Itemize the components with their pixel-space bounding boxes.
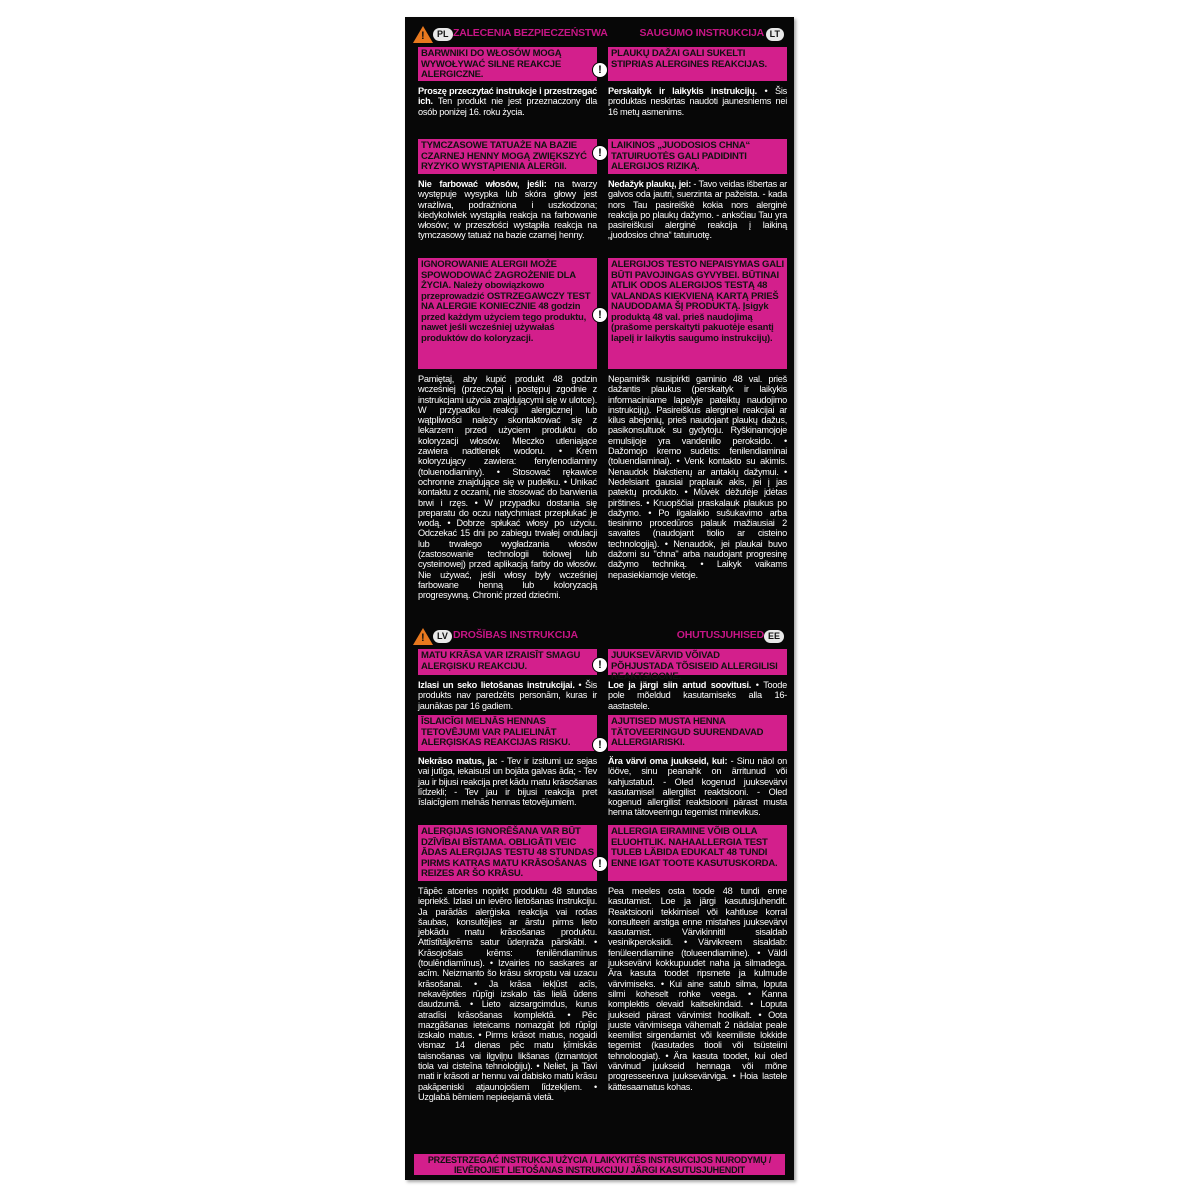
lv-language-badge: LV — [433, 630, 452, 643]
footer-instruction-banner — [414, 1154, 785, 1175]
lt-warning-2: LAIKINOS „JUODOSIOS CHNA“ TATUIRUOTĖS GALI PADIDINTI ALERGIJOS RIZIKĄ. — [608, 139, 787, 174]
lt-warning-3: ALERGIJOS TESTO NEPAISYMAS GALI BŪTI PAVOJINGAS GYVYBEI. BŪTINAI ATLIK ODOS ALERGIJOS TESTĄ 48 VALANDAS KIEKVIENĄ KARTĄ PRIEŠ NAUDODAMA ŠĮ PRODUKTĄ. Įsigyk produktą 48 val. prieš naudojimą (prašome perskaityti pakuotėje esantį lapelį ir laikytis saugumo instrukcijų). — [608, 258, 787, 369]
exclamation-icon: ! — [592, 657, 608, 673]
ee-warning-2: AJUTISED MUSTA HENNA TÄTOVEERINGUD SUURENDAVAD ALLERGIARISKI. — [608, 715, 787, 751]
pl-language-badge: PL — [433, 28, 453, 41]
lt-column — [608, 47, 787, 585]
pl-paragraph-3: Pamiętaj, aby kupić produkt 48 godzin wcześniej (przeczytaj i postępuj zgodnie z instrukcjami użycia znajdującymi się w ulotce). W przypadku reakcji alergicznej lub wątpliwości należy skontaktować się z lekarzem przed użyciem produktu do koloryzacji włosów. Mleczko utleniające zawiera nadtlenek wodoru. • Krem koloryzujący zawiera: fenylenodiaminy (toluenodiaminy). • Stosować rękawice ochronne znajdujące się w pudełku. • Unikać kontaktu z oczami, nie stosować do barwienia brwi i rzęs. • W przypadku dostania się preparatu do oczu natychmiast przepłukać je wodą. • Dobrze spłukać włosy po użyciu. Odczekać 15 dni po zabiegu trwałej ondulacji lub trwałego wygładzania włosów (zastosowanie technologii tiolowej lub cysteinowej) przed aplikacją farby do włosów. Nie używać, jeśli włosy były wcześniej farbowane henną lub koloryzacją progresywną. Chronić przed dziećmi. — [418, 374, 597, 601]
lv-warning-2: ĪSLAICĪGI MELNĀS HENNAS TETOVĒJUMI VAR PALIELINĀT ALERĢISKAS REAKCIJAS RISKU. — [418, 715, 597, 751]
safety-leaflet-panel — [405, 17, 794, 1180]
lv-paragraph-2: Nekrāso matus, ja: - Tev ir izsitumi uz sejas vai jutīga, iekaisusi un bojāta galvas āda; - Tev jau ir bijusi reakcija pret kādu matu krāsošanas līdzekli; - Tev jau ir bijusi reakcija pret īslaicīgiem melnās hennas tetovējumiem. — [418, 756, 598, 808]
ee-paragraph-3: Pea meeles osta toode 48 tundi enne kasutamist. Loe ja järgi kasutusjuhendit. Reaktsiooni tekkimisel või kahtluse korral konsulteeri arstiga enne mistahes juuksevärvi kasutamist. Värvikinnitil sisaldab vesinikperoksiidi. • Värvikreem sisaldab: fenüleendiamiine (tolueendiamiine). • Väldi juuksevärvi kokkupuudet naha ja silmadega. Ära kasuta toodet ripsmete ja kulmude värvimiseks. • Kui aine satub silma, loputa silmi koheselt rohke veega. • Kanna komplektis olevaid kaitsekindaid. • Loputa juukseid pärast värvimist hoolikalt. • Oota juuste värvimisega vähemalt 2 nädalat peale keemilist sirgendamist või keemiliste lokkide tegemist (kasutades tiooli või tsüsteiini tehnoloogiat). • Ära kasuta toodet, kui oled värvinud juukseid hennaga või mõne progresseeruva juuksevärviga. • Hoia lastele kättesaamatus kohas. — [608, 886, 787, 1092]
pl-paragraph-2: Nie farbować włosów, jeśli: na twarzy występuje wysypka lub skóra głowy jest wrażliwa, podrażniona i uszkodzona; kiedykolwiek wystąpiła reakcja na farbowanie włosów; w przeszłości wystąpiła reakcja na tymczasowy tatuaż na bazie czarnej henny. — [418, 179, 597, 241]
ee-warning-3: ALLERGIA EIRAMINE VÕIB OLLA ELUOHTLIK. NAHAALLERGIA TEST TULEB LÄBIDA EDUKALT 48 TUNDI ENNE IGAT TOOTE KASUTUSKORDA. — [608, 825, 787, 881]
ee-paragraph-1: Loe ja järgi siin antud soovitusi. • Toode pole mõeldud kasutamiseks alla 16-aastastele. — [608, 680, 787, 711]
pl-warning-1: BARWNIKI DO WŁOSÓW MOGĄ WYWOŁYWAĆ SILNE REAKCJE ALERGICZNE. — [418, 47, 597, 81]
lv-warning-1: MATU KRĀSA VAR IZRAISĪT SMAGU ALERĢISKU REAKCIJU. — [418, 649, 597, 675]
pl-warning-3: IGNOROWANIE ALERGII MOŻE SPOWODOWAĆ ZAGROŻENIE DLA ŻYCIA. Należy obowiązkowo przeprowadzić OSTRZEGAWCZY TEST NA ALERGIE KONIECZNIE 48 godzin przed każdym użyciem tego produktu, nawet jeśli wcześniej używałaś produktów do koloryzacji. — [418, 258, 597, 369]
pl-warning-2: TYMCZASOWE TATUAŻE NA BAZIE CZARNEJ HENNY MOGĄ ZWIĘKSZYĆ RYZYKO WYSTĄPIENIA ALERGII. — [418, 139, 597, 174]
lt-paragraph-1: Perskaityk ir laikykis instrukcijų. • Šis produktas neskirtas naudoti jaunesniems nei 16 metų asmenims. — [608, 86, 787, 117]
pl-section-title: ZALECENIA BEZPIECZEŃSTWA — [453, 27, 608, 39]
ee-language-badge: EE — [764, 630, 784, 643]
ee-column — [608, 649, 787, 1097]
exclamation-icon: ! — [592, 737, 608, 753]
lv-ee-header — [405, 625, 794, 645]
footer-line-1: PRZESTRZEGAĆ INSTRUKCJI UŻYCIA / LAIKYKITĖS INSTRUKCIJOS NURODYMŲ / — [427, 1155, 772, 1165]
lv-section-title: DROŠĪBAS INSTRUKCIJA — [453, 629, 578, 641]
pl-lt-section — [405, 23, 794, 623]
ee-warning-1: JUUKSEVÄRVID VÕIVAD PÕHJUSTADA TÕSISEID ALLERGILISI REAKTSIOONE. — [608, 649, 787, 675]
pl-paragraph-1: Proszę przeczytać instrukcje i przestrzegać ich. Ten produkt nie jest przeznaczony dla osób poniżej 16. roku życia. — [418, 86, 597, 117]
lt-section-title: SAUGUMO INSTRUKCIJA — [639, 27, 764, 39]
exclamation-icon: ! — [592, 856, 608, 872]
lt-paragraph-2: Nedažyk plaukų, jei: - Tavo veidas išbertas ar galvos oda jautri, suerzinta ar pažeista. - kada nors Tau pasireiškė kokia nors alerginė reakcija po plaukų dažymo. - anksčiau Tau yra pasireiškusi alerginė reakcija į laikiną „juodosios chna“ tatuiruotę. — [608, 179, 787, 241]
lv-paragraph-1: Izlasi un seko lietošanas instrukcijai. • Šis produkts nav paredzēts personām, kuras ir jaunākas par 16 gadiem. — [418, 680, 597, 711]
footer-line-2: IEVĒROJIET LIETOŠANAS INSTRUKCIJU / JÄRGI KASUTUSJUHENDIT — [454, 1165, 745, 1175]
warning-triangle-icon: ! — [413, 628, 433, 645]
lt-warning-1: PLAUKŲ DAŽAI GALI SUKELTI STIPRIAS ALERGINES REAKCIJAS. — [608, 47, 787, 81]
warning-triangle-icon: ! — [413, 26, 433, 43]
ee-paragraph-2: Ära värvi oma juukseid, kui: - Sinu näol on lööve, sinu peanahk on ärritunud või kahjustatud. - Oled kogenud juuksevärvi kasutamisel allergilist reaktsiooni. - Oled kogenud allergilist reaktsiooni pärast musta henna tätoveeringu tegemist minevikus. — [608, 756, 787, 818]
lv-paragraph-3: Tāpēc atceries nopirkt produktu 48 stundas iepriekš. Izlasi un ievēro lietošanas instrukciju. Ja parādās alerģiska reakcija vai rodas šaubas, konsultējies ar ārstu pirms lieto jebkādu matu krāsošanas produktu. Attīstītājkrēms satur ūdeņraža pārskābi. • Krāsojošais krēms: fenilēndiamīnus (toulēndiamīnus). • Izvairies no saskares ar acīm. Neizmanto šo krāsu skropstu vai uzacu krāsošanai. • Ja krāsa iekļūst acīs, nekavējoties rūpīgi izskalo tās lielā ūdens daudzumā. • Lieto aizsargcimdus, kurus atradīsi krāsošanas komplektā. • Pēc mazgāšanas ieteicams nomazgāt ļoti rūpīgi izskalo matus. • Pirms krāsot matus, nogaidi vismaz 14 dienas pēc matu ķīmiskās taisnošanas vai ilgviļņu likšanas (izmantojot tiola vai cisteīna tehnoloģiju). • Neliet, ja Tavi mati ir krāsoti ar hennu vai dabisko matu krāsu pakāpeniski atjaunojošiem līdzekļiem. • Uzglabā bērniem nepieejamā vietā. — [418, 886, 597, 1102]
ee-section-title: OHUTUSJUHISED — [676, 629, 764, 641]
exclamation-icon: ! — [592, 62, 608, 78]
pl-column — [418, 47, 597, 606]
exclamation-icon: ! — [592, 307, 608, 323]
lt-paragraph-3: Nepamiršk nusipirkti gaminio 48 val. prieš dažantis plaukus (perskaityk ir laikykis informaciniame lapelyje pateiktų naudojimo instrukcijų). Pasireiškus alerginei reakcijai ar kilus abejonių, prieš naudojant plaukų dažus, pasikonsultuok su gydytoju. Ryškinamojoje emulsijoje yra vandenilio peroksido. • Dažomojo kremo sudėtis: fenilendiaminai (toluendiaminai). • Venk kontakto su akimis. Nenaudok blakstienų ar antakių dažymui. • Nedelsiant gausiai praplauk akis, jei į jas patektų produkto. • Mūvėk dėžutėje įdėtas pirštines. • Kruopščiai praskalauk plaukus po dažymo. • Po ilgalaikio sušukavimo arba tiesinimo procedūros palauk mažiausiai 2 savaites (naudojant tiolio ar cisteino technologiją). • Nenaudok, jei plaukai buvo dažomi su "chna" arba naudojant progresinę dažymo techniką. • Laikyk vaikams nepasiekiamoje vietoje. — [608, 374, 787, 580]
exclamation-icon: ! — [592, 145, 608, 161]
lv-ee-section — [405, 625, 794, 1147]
lt-language-badge: LT — [766, 28, 784, 41]
lv-warning-3: ALERĢIJAS IGNORĒŠANA VAR BŪT DZĪVĪBAI BĪSTAMA. OBLIGĀTI VEIC ĀDAS ALERĢIJAS TESTU 48 STUNDAS PIRMS KATRAS MATU KRĀSOŠANAS REIZES AR ŠO KRĀSU. — [418, 825, 597, 881]
lv-column — [418, 649, 597, 1107]
pl-lt-header — [405, 23, 794, 43]
